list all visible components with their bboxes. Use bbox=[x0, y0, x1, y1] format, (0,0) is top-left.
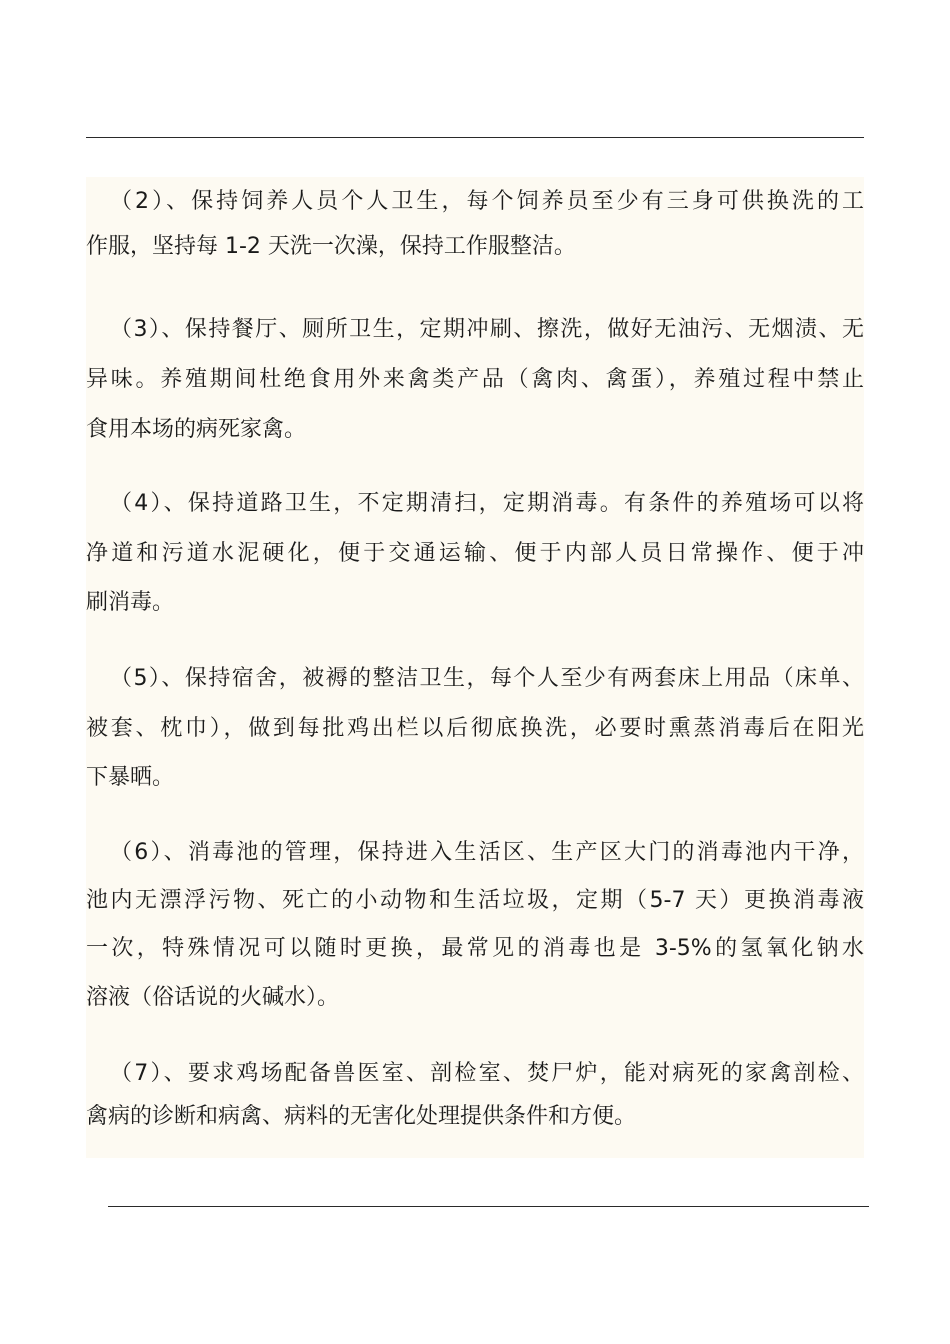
paragraph-line: 刷消毒。 bbox=[86, 590, 175, 615]
paragraph-line: 食用本场的病死家禽。 bbox=[86, 417, 307, 442]
paragraph-line: 下暴晒。 bbox=[86, 765, 175, 790]
paragraph-line: （6）、消毒池的管理，保持进入生活区、生产区大门的消毒池内干净， bbox=[110, 840, 864, 865]
paragraph-line: 池内无漂浮污物、死亡的小动物和生活垃圾，定期（5-7 天）更换消毒液 bbox=[86, 888, 864, 913]
paragraph-line: （7）、要求鸡场配备兽医室、剖检室、焚尸炉，能对病死的家禽剖检、 bbox=[110, 1061, 864, 1086]
paragraph-line: （3）、保持餐厅、厕所卫生，定期冲刷、擦洗，做好无油污、无烟渍、无 bbox=[110, 317, 864, 342]
header-rule bbox=[86, 137, 864, 138]
paragraph-line: 被套、枕巾），做到每批鸡出栏以后彻底换洗，必要时熏蒸消毒后在阳光 bbox=[86, 716, 864, 741]
paragraph-line: 溶液（俗话说的火碱水）。 bbox=[86, 985, 340, 1010]
paragraph-line: 一次，特殊情况可以随时更换，最常见的消毒也是 3-5%的氢氧化钠水 bbox=[86, 936, 864, 961]
paragraph-line: （2）、保持饲养人员个人卫生，每个饲养员至少有三身可供换洗的工 bbox=[110, 189, 864, 214]
paragraph-line: 异味。养殖期间杜绝食用外来禽类产品（禽肉、禽蛋），养殖过程中禁止 bbox=[86, 367, 864, 392]
paragraph-line: 净道和污道水泥硬化，便于交通运输、便于内部人员日常操作、便于冲 bbox=[86, 541, 864, 566]
paragraph-line: （5）、保持宿舍，被褥的整洁卫生，每个人至少有两套床上用品（床单、 bbox=[110, 666, 864, 691]
footer-rule bbox=[108, 1206, 869, 1207]
paragraph-line: （4）、保持道路卫生，不定期清扫，定期消毒。有条件的养殖场可以将 bbox=[110, 491, 864, 516]
document-body bbox=[86, 177, 864, 1158]
paragraph-line: 禽病的诊断和病禽、病料的无害化处理提供条件和方便。 bbox=[86, 1104, 637, 1129]
paragraph-line: 作服，坚持每 1-2 天洗一次澡，保持工作服整洁。 bbox=[86, 234, 576, 259]
